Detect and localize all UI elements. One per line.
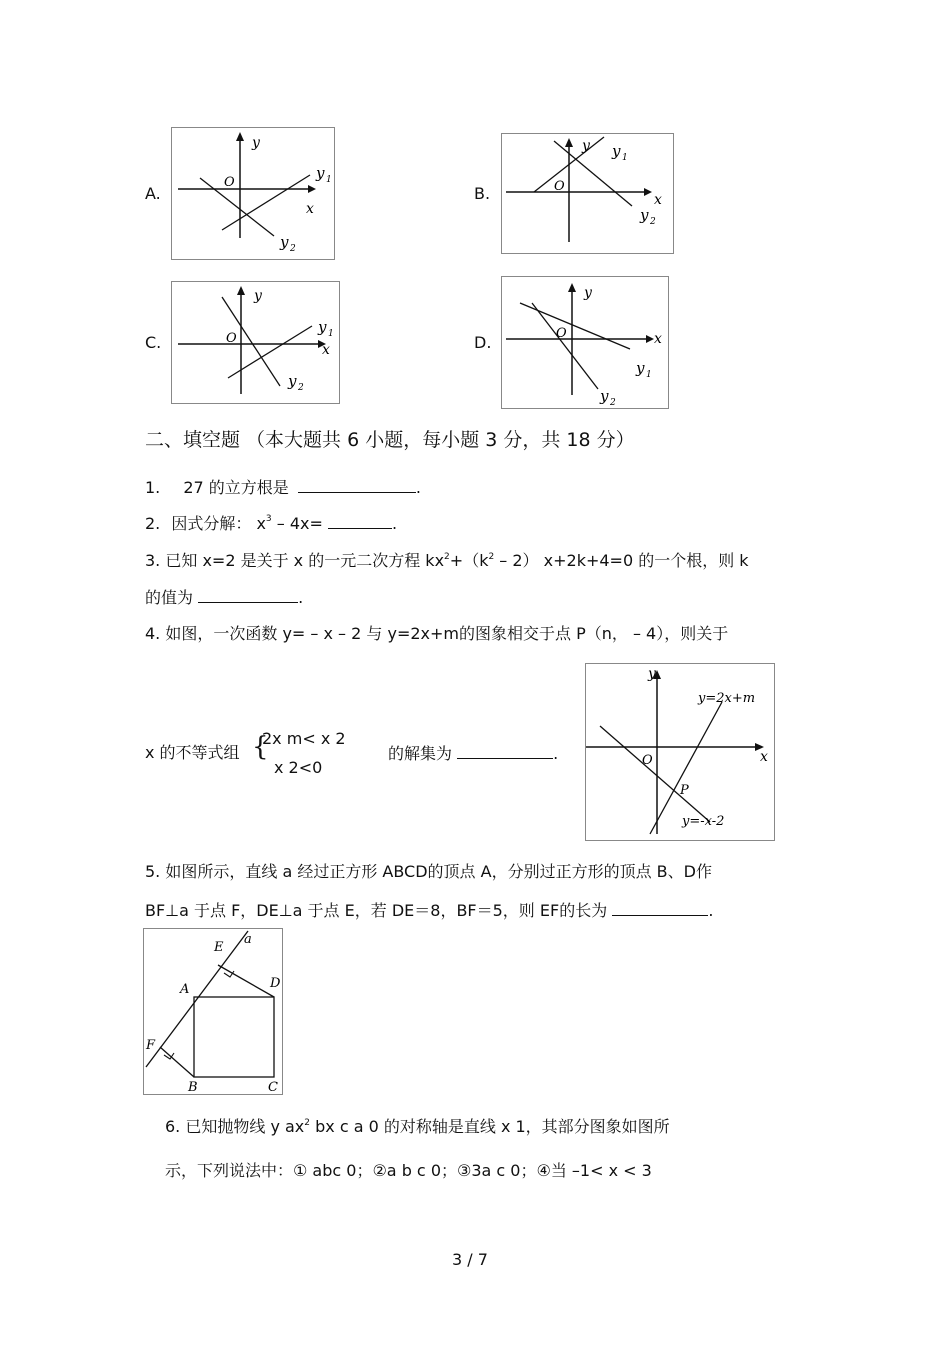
y1-label: y [318,318,327,336]
question-6-line-2: 示，下列说法中：① abc 0；②a b c 0；③3a c 0；④当 –1< x < 3 [165,1161,652,1180]
y-label: y [584,285,592,301]
x-label: x [322,342,330,358]
x-label: x [654,331,662,347]
question-5-text: BF⊥a 于点 F，DE⊥a 于点 E，若 DE＝8，BF＝5，则 EF的长为 [145,901,608,920]
question-2-text-a: 因式分解： x [171,514,266,533]
x-label: x [654,192,662,208]
question-6-text-a: 6. 已知抛物线 y ax [165,1117,305,1136]
line-neg-x-minus-2-label: y=-x-2 [682,814,725,829]
option-b-label: B. [474,184,491,203]
segment-de [218,965,274,997]
y1-label: y [612,142,621,160]
origin-label: O [642,753,653,768]
question-5-blank[interactable] [612,900,708,916]
question-2-text-b: – 4x= [271,514,323,533]
y2-label: y [600,387,609,405]
y-axis-arrow [237,286,245,295]
question-2-blank[interactable] [328,513,392,529]
y2-subscript: 2 [290,244,296,254]
origin-label: O [224,175,235,190]
y-label: y [648,666,656,682]
question-2 [145,513,397,534]
y-axis-arrow [565,138,573,147]
question-4-graph [585,663,775,841]
question-3-end: . [298,588,304,607]
y2-label: y [280,233,289,251]
y2-label: y [288,372,297,390]
origin-label: O [556,326,567,341]
inequality-row-1: 2x m< x 2 [262,729,346,748]
question-6-exponent: 2 [304,1118,311,1128]
line-y2 [200,178,274,236]
question-3-text-b: +（k [449,551,489,570]
y1-label: y [316,164,325,182]
question-5-end: . [708,901,714,920]
question-4-blank[interactable] [457,743,553,759]
line-2x-plus-m-label: y=2x+m [698,691,756,706]
line-y2 [532,303,598,389]
question-4-prefix: x 的不等式组 [145,743,240,762]
line-neg-x-minus-2 [600,726,710,822]
point-f-label: F [146,1038,156,1053]
question-3-line-1 [145,551,749,571]
segment-bf [160,1047,194,1077]
line-a-label: a [244,932,252,947]
y1-subscript: 1 [326,175,332,185]
y1-subscript: 1 [622,153,628,163]
section-title: 二、填空题 （本大题共 6 小题，每小题 3 分，共 18 分） [145,429,635,451]
option-b-graph [501,133,674,254]
y1-subscript: 1 [328,329,334,339]
origin-label: O [226,331,237,346]
question-4-end: . [553,744,559,763]
question-2-end: . [391,514,398,533]
y-axis-arrow [568,283,576,292]
line-y1 [222,175,310,230]
origin-label: O [554,179,565,194]
question-3-exponent-1: 2 [444,552,450,562]
question-6-line-1 [165,1117,670,1137]
inequality-brace: { [252,732,269,762]
point-e-label: E [214,940,224,955]
point-a-label: A [180,982,190,997]
question-3-exponent-2: 2 [488,552,495,562]
question-5-line-2 [145,900,713,921]
x-axis-arrow [644,188,652,196]
option-a-graph [171,127,335,260]
question-4-line-1: 4. 如图，一次函数 y= – x – 2 与 y=2x+m的图象相交于点 P（n， – 4），则关于 [145,624,729,643]
question-3-text-d: 的值为 [145,588,194,607]
point-b-label: B [188,1080,198,1094]
option-a-label: A. [145,184,161,203]
question-3-line-2 [145,587,303,608]
question-3-text-c: – 2） x+2k+4=0 的一个根，则 k [494,551,749,570]
y1-subscript: 1 [646,370,652,380]
option-c-graph [171,281,340,404]
y-label: y [252,135,260,151]
question-1-number: 1. [145,478,161,497]
x-label: x [760,749,768,765]
question-3-blank[interactable] [198,587,298,603]
y2-subscript: 2 [610,398,616,408]
question-4-suffix [388,743,558,764]
question-4-suffix-text: 的解集为 [388,744,453,763]
question-6-text-b: bx c a 0 的对称轴是直线 x 1，其部分图象如图所 [310,1117,670,1136]
question-1-blank[interactable] [298,477,416,493]
y2-subscript: 2 [650,217,656,227]
question-2-number: 2. [145,514,161,533]
inequality-row-2: x 2<0 [274,758,323,777]
point-p-label: P [680,783,689,798]
y-label: y [254,288,262,304]
option-c-label: C. [145,333,162,352]
y-axis-arrow [236,132,244,141]
y2-label: y [640,206,649,224]
page-number: 3 / 7 [452,1250,488,1269]
y1-label: y [636,359,645,377]
square-abcd [194,997,274,1077]
point-c-label: C [268,1080,278,1094]
y2-subscript: 2 [298,383,304,393]
question-1-end: . [415,478,421,497]
x-axis-arrow [308,185,316,193]
option-d-label: D. [474,333,492,352]
question-1-text: 27 的立方根是 [183,478,289,497]
x-label: x [306,201,314,217]
question-2-exponent: 3 [265,514,272,524]
question-1 [145,477,421,498]
question-3-text-a: 3. 已知 x=2 是关于 x 的一元二次方程 kx [145,551,445,570]
y-label: y [582,138,590,154]
point-d-label: D [270,976,281,991]
line-a [146,931,248,1067]
option-d-graph [501,276,669,409]
question-5-figure [143,928,283,1095]
question-5-line-1: 5. 如图所示，直线 a 经过正方形 ABCD的顶点 A，分别过正方形的顶点 B、D作 [145,862,712,881]
x-axis-arrow [646,335,654,343]
